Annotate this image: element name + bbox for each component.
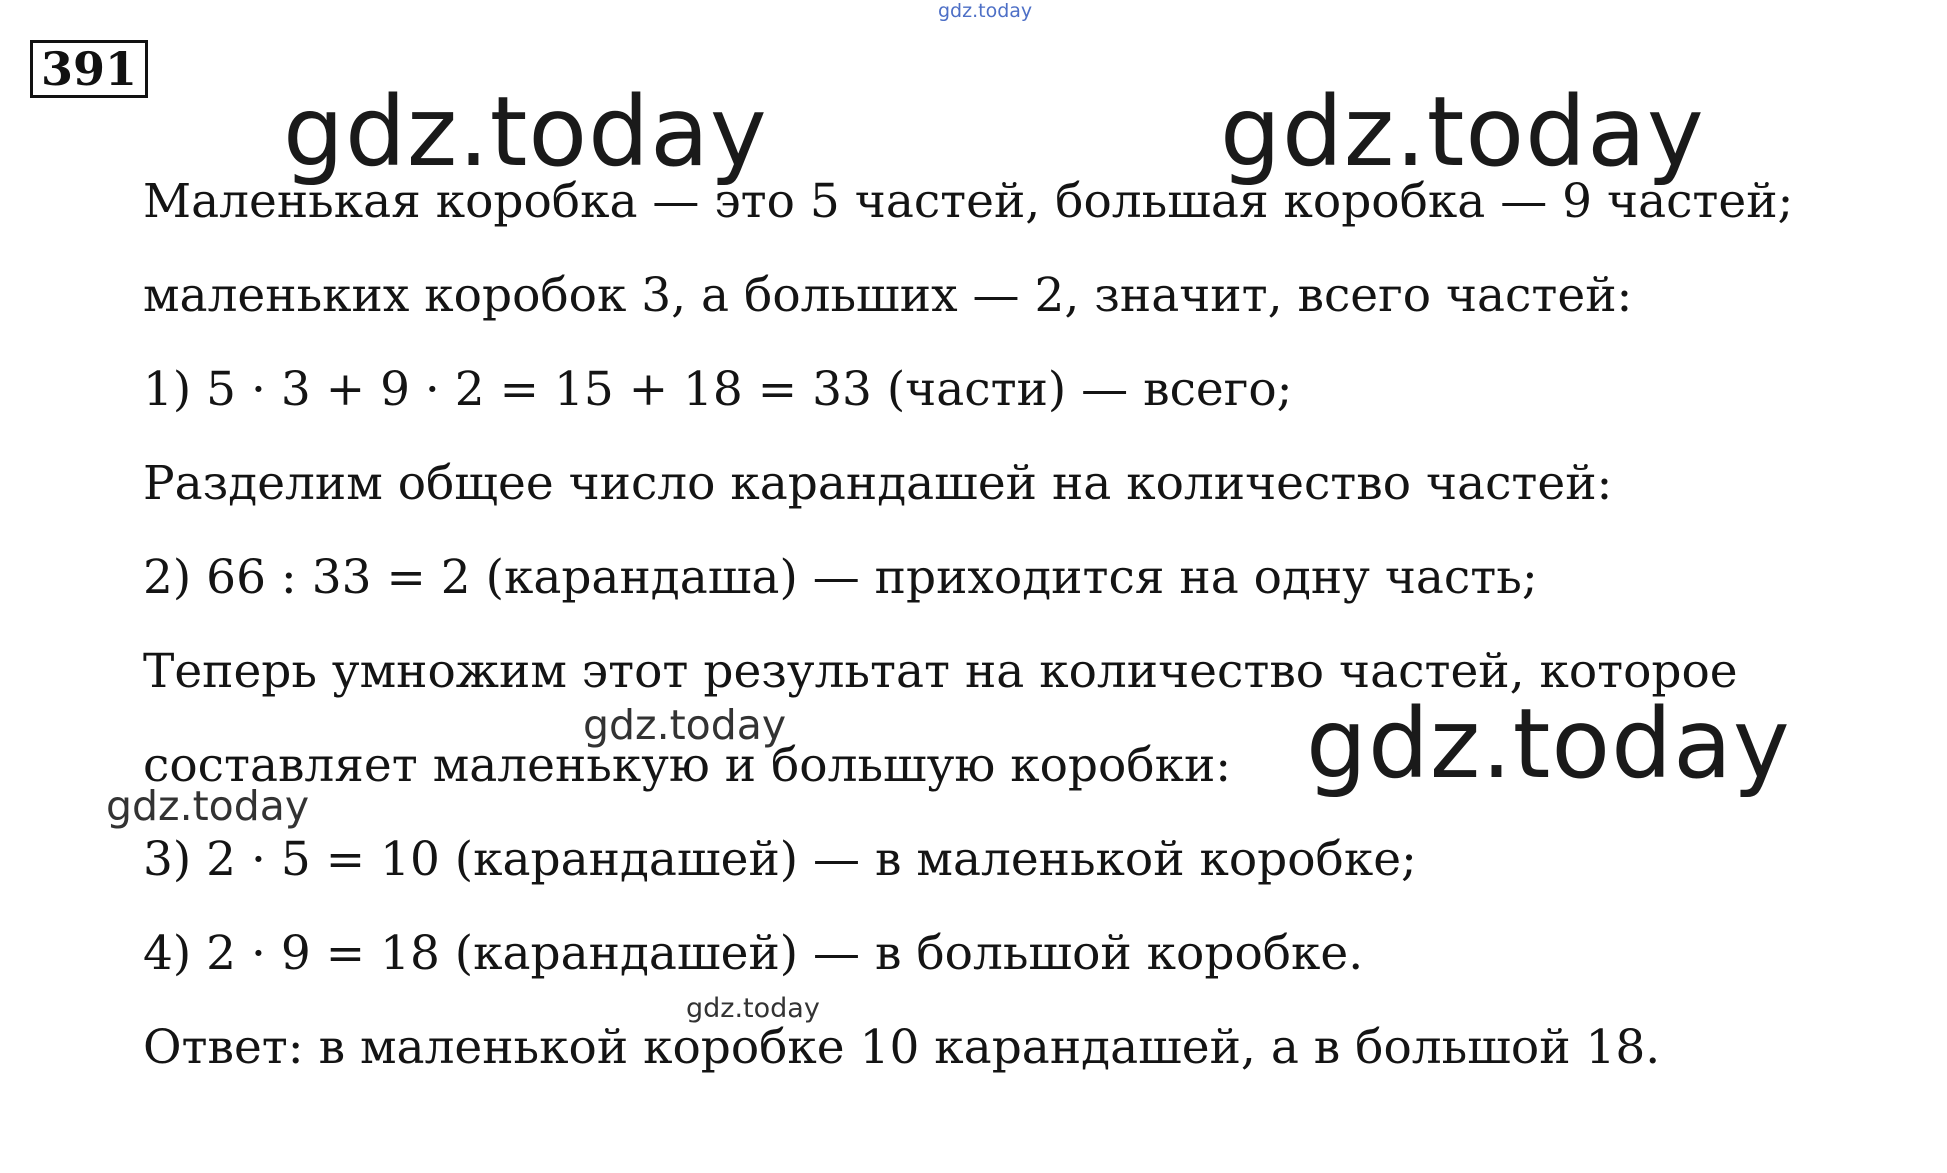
solution-line-7: составляет маленькую и большую коробки: bbox=[143, 738, 1232, 793]
watermark-big-right: gdz.today bbox=[1220, 76, 1705, 188]
watermark-small-bottom: gdz.today bbox=[686, 993, 820, 1024]
solution-line-4: Разделим общее число карандашей на количество частей: bbox=[143, 456, 1613, 511]
solution-line-10: Ответ: в маленькой коробке 10 карандашей, а в большой 18. bbox=[143, 1020, 1661, 1075]
solution-line-2: маленьких коробок 3, а больших — 2, значит, всего частей: bbox=[143, 268, 1633, 323]
solution-line-3: 1) 5 · 3 + 9 · 2 = 15 + 18 = 33 (части) — всего; bbox=[143, 362, 1293, 417]
watermark-mid-center: gdz.today bbox=[583, 701, 787, 749]
watermark-mid-left: gdz.today bbox=[106, 782, 310, 830]
task-number-box: 391 bbox=[30, 40, 148, 98]
watermark-top: gdz.today bbox=[938, 0, 1033, 22]
watermark-big-left: gdz.today bbox=[283, 76, 768, 188]
solution-line-8: 3) 2 · 5 = 10 (карандашей) — в маленькой коробке; bbox=[143, 832, 1417, 887]
solution-line-9: 4) 2 · 9 = 18 (карандашей) — в большой коробке. bbox=[143, 926, 1364, 981]
watermark-big-lower: gdz.today bbox=[1306, 688, 1791, 800]
solution-line-1: Маленькая коробка — это 5 частей, большая коробка — 9 частей; bbox=[143, 174, 1794, 229]
solution-line-5: 2) 66 : 33 = 2 (карандаша) — приходится на одну часть; bbox=[143, 550, 1538, 605]
solution-line-6: Теперь умножим этот результат на количество частей, которое bbox=[143, 644, 1738, 699]
